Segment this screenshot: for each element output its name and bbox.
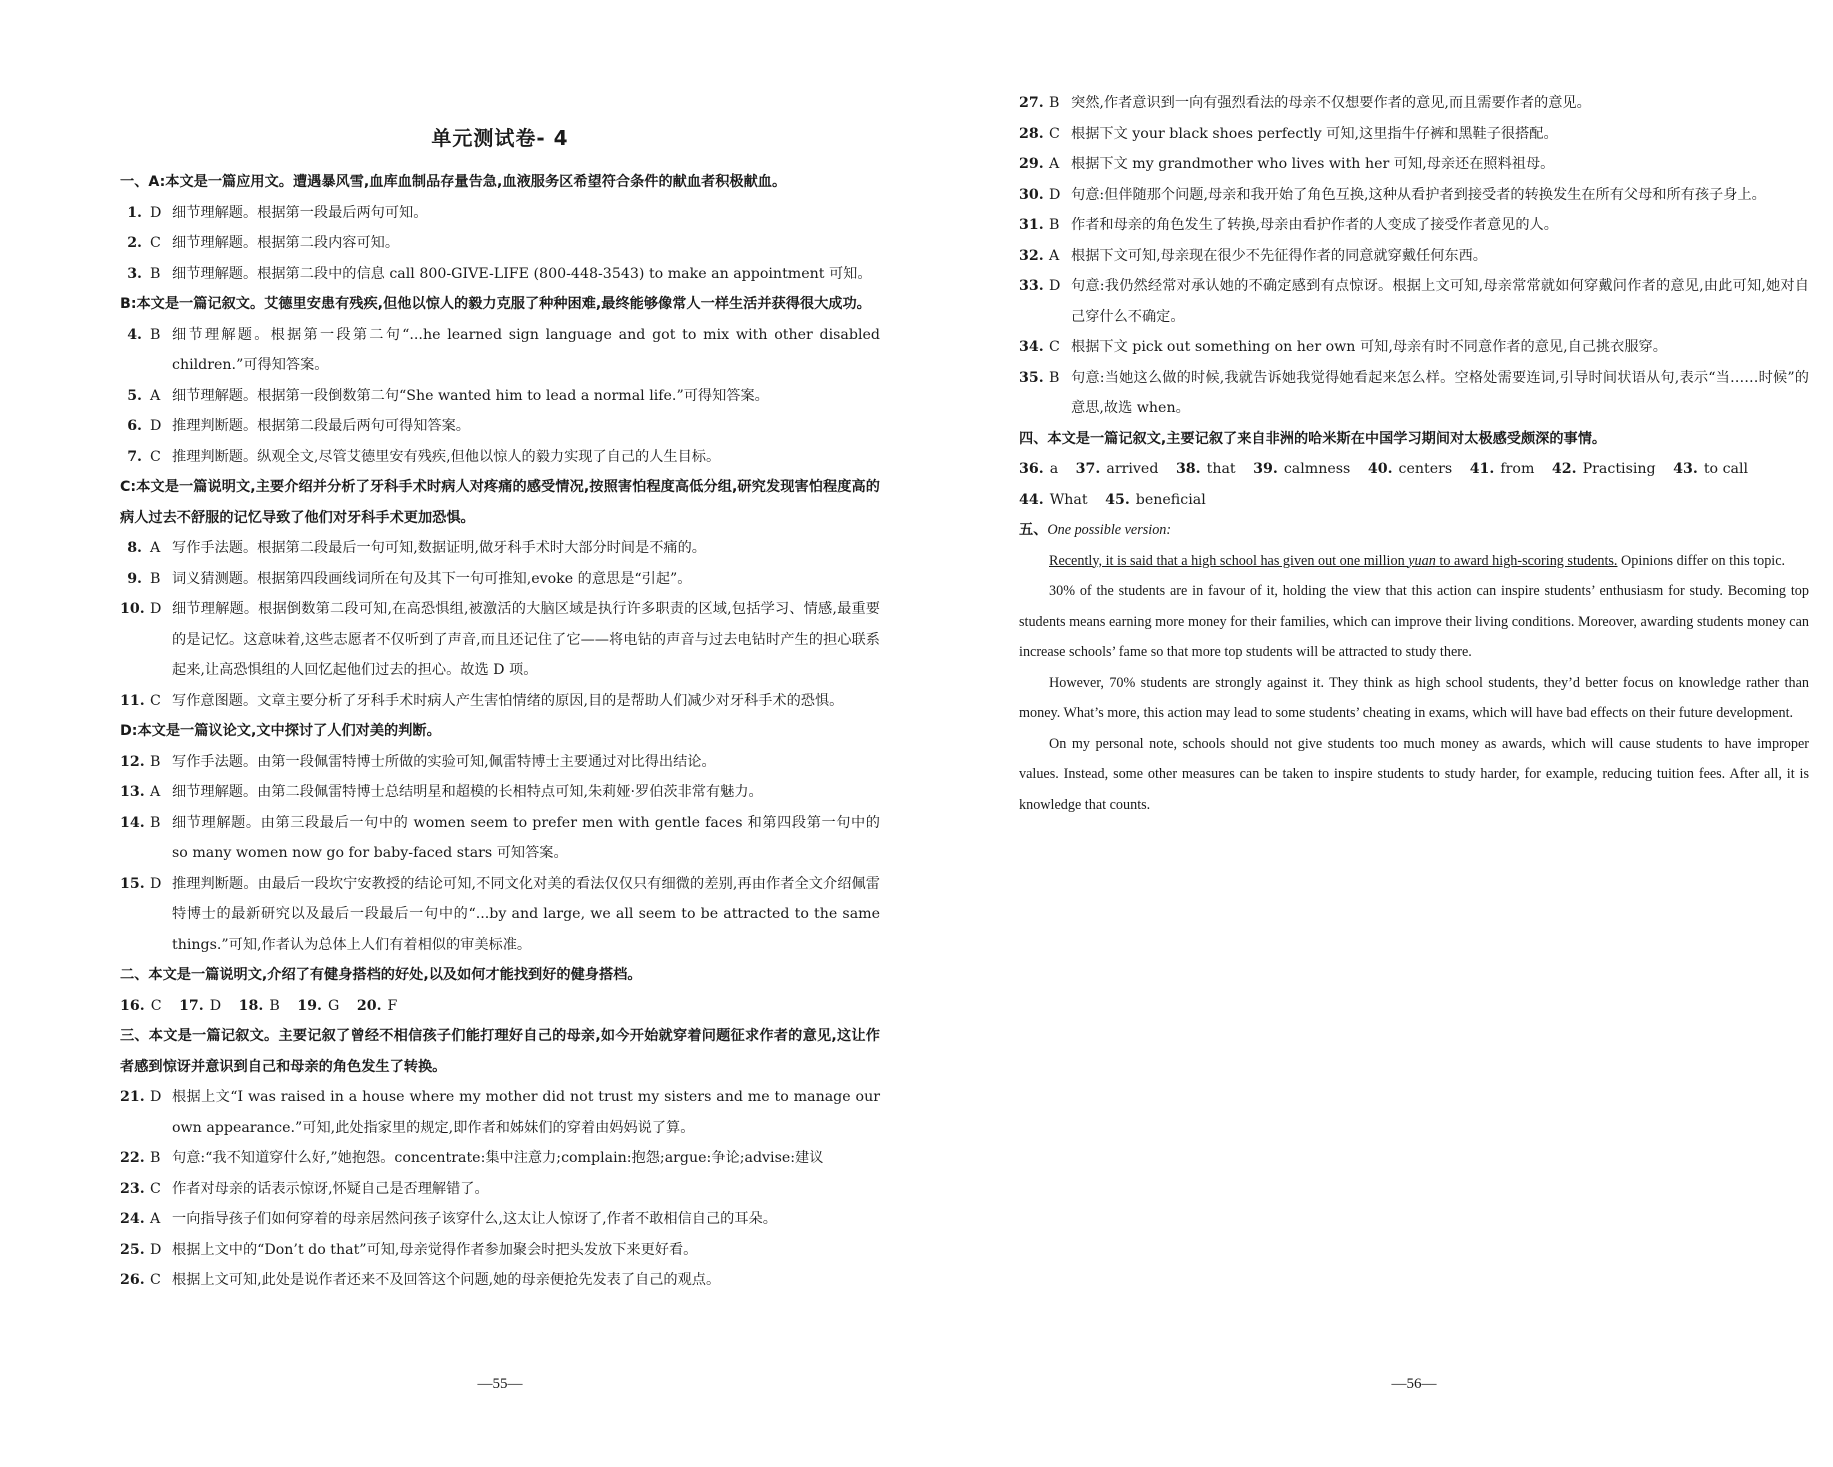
answer-item: [120, 1235, 880, 1266]
answer-value: to call: [1703, 461, 1749, 477]
answer-pair: [120, 998, 162, 1014]
answer-letter: B: [1049, 95, 1060, 111]
answer-value: F: [387, 997, 398, 1014]
question-number: 14.: [120, 814, 145, 831]
answer-value: What: [1049, 491, 1088, 508]
answer-value: Practising: [1582, 461, 1656, 477]
section-heading: C:本文是一篇说明文,主要介绍并分析了牙科手术时病人对疼痛的感受情况,按照害怕程度高低分组,研究发现害怕程度高的病人过去不舒服的记忆导致了他们对牙科手术更加恐惧。: [120, 479, 880, 526]
answer-letter: B: [150, 570, 161, 587]
right-column: [1019, 88, 1809, 820]
answer-pair: [1105, 492, 1206, 508]
essay-paragraph-1: Recently, it is said that a high school has given out one million yuan to award high-scoring students. Opinions differ on this topic.: [1049, 552, 1786, 569]
question-number: 11.: [120, 692, 145, 709]
answer-value: centers: [1398, 461, 1453, 477]
answer-letter: B: [150, 753, 161, 770]
question-number: 42.: [1551, 461, 1577, 477]
explanation-text: 推理判断题。根据第二段最后两句可得知答案。: [172, 418, 470, 434]
question-number: 18.: [238, 997, 264, 1014]
answer-letter: C: [150, 1272, 161, 1288]
right-page: [916, 0, 1833, 1467]
explanation-text: 写作手法题。根据第二段最后一句可知,数据证明,做牙科手术时大部分时间是不痛的。: [172, 540, 706, 556]
question-number: 5.: [127, 387, 142, 404]
answer-value: C: [150, 997, 162, 1014]
answer-value: D: [209, 997, 222, 1014]
question-number: 4.: [127, 326, 142, 343]
explanation-text: 句意:但伴随那个问题,母亲和我开始了角色互换,这种从看护者到接受者的转换发生在所有父母和所有孩子身上。: [1071, 186, 1766, 203]
explanation-text: 细节理解题。根据第一段倒数第二句“She wanted him to lead a normal life.”可得知答案。: [172, 387, 769, 404]
explanation-text: 作者对母亲的话表示惊讶,怀疑自己是否理解错了。: [172, 1180, 489, 1197]
explanation-text: 细节理解题。根据倒数第二段可知,在高恐惧组,被激活的大脑区域是执行许多职责的区域,包括学习、情感,最重要的是记忆。这意味着,这些志愿者不仅听到了声音,而且还记住了它——将电钻的声音与过去电钻时产生的担心联系起来,让高恐惧组的人回忆起他们过去的担心。故选 D 项。: [172, 601, 880, 678]
answer-value: that: [1206, 461, 1236, 477]
question-number: 17.: [179, 997, 204, 1014]
explanation-text: 写作意图题。文章主要分析了牙科手术时病人产生害怕情绪的原因,目的是帮助人们减少对牙科手术的恐惧。: [172, 692, 844, 709]
section-heading: B:本文是一篇记叙文。艾德里安患有残疾,但他以惊人的毅力克服了种种困难,最终能够像常人一样生活并获得很大成功。: [120, 296, 871, 312]
answer-item: [120, 777, 880, 808]
answer-pair: [1019, 461, 1058, 477]
question-number: 23.: [120, 1180, 145, 1197]
question-number: 27.: [1019, 95, 1044, 111]
question-number: 29.: [1019, 156, 1044, 172]
section-heading: 一、A:本文是一篇应用文。遭遇暴风雪,血库血制品存量告急,血液服务区希望符合条件的献血者积极献血。: [120, 174, 787, 190]
answer-letter: C: [150, 1180, 161, 1197]
question-number: 44.: [1019, 491, 1044, 508]
question-number: 8.: [127, 540, 142, 556]
explanation-text: 细节理解题。根据第一段最后两句可知。: [172, 204, 428, 221]
question-number: 38.: [1175, 461, 1201, 477]
explanation-text: 根据下文 pick out something on her own 可知,母亲有时不同意作者的意见,自己挑衣服穿。: [1071, 339, 1667, 355]
essay-paragraph-3: However, 70% students are strongly against it. They think as high school students, they’d better focus on knowledge rather than money. What’s more, this action may lead to some students’ cheating in exams, which will have bad effects on their future development.: [1019, 674, 1809, 721]
explanation-text: 根据下文可知,母亲现在很少不先征得作者的同意就穿戴任何东西。: [1071, 247, 1487, 264]
answer-item: [120, 228, 880, 259]
question-number: 36.: [1019, 461, 1044, 477]
question-number: 1.: [127, 204, 142, 221]
question-number: 35.: [1019, 369, 1044, 386]
explanation-text: 突然,作者意识到一向有强烈看法的母亲不仅想要作者的意见,而且需要作者的意见。: [1071, 95, 1591, 111]
answer-letter: D: [150, 1241, 162, 1258]
answer-pair: [1176, 461, 1236, 477]
answer-item: [120, 533, 880, 564]
question-number: 39.: [1253, 461, 1278, 477]
question-number: 19.: [297, 997, 322, 1014]
answer-item: [1019, 332, 1809, 363]
answer-item: [120, 747, 880, 778]
page-number-left: —55—: [477, 1376, 523, 1392]
question-number: 20.: [356, 997, 382, 1014]
left-blocks: [120, 167, 880, 1296]
question-number: 22.: [120, 1150, 145, 1166]
answer-letter: D: [150, 418, 162, 434]
question-number: 16.: [120, 997, 145, 1014]
answer-letter: D: [150, 601, 162, 617]
question-number: 40.: [1367, 461, 1393, 477]
answer-item: [120, 564, 880, 595]
right-blocks: [1019, 88, 1809, 515]
answer-item: [1019, 271, 1809, 332]
left-column: [120, 122, 880, 1296]
answer-letter: C: [150, 235, 161, 251]
answer-pair: [357, 998, 398, 1014]
answer-item: [1019, 119, 1809, 150]
explanation-text: 词义猜测题。根据第四段画线词所在句及其下一句可推知,evoke 的意思是“引起”。: [172, 570, 692, 587]
question-number: 2.: [127, 235, 142, 251]
section-heading: D:本文是一篇议论文,文中探讨了人们对美的判断。: [120, 723, 441, 739]
answer-letter: A: [1049, 247, 1060, 264]
answer-pair: [1019, 492, 1088, 508]
page-number-right: —56—: [1391, 1376, 1437, 1392]
question-number: 25.: [120, 1241, 145, 1258]
answer-letter: D: [1049, 278, 1061, 294]
page-title: 单元测试卷- 4: [431, 126, 569, 150]
answer-pair: [1253, 461, 1350, 477]
essay-heading: [1019, 515, 1809, 546]
question-number: 37.: [1075, 461, 1101, 477]
answer-item: [120, 808, 880, 869]
answer-item: [1019, 363, 1809, 424]
question-number: 28.: [1019, 125, 1044, 142]
answer-value: beneficial: [1135, 491, 1206, 508]
answer-letter: A: [150, 540, 161, 556]
essay-heading-number: 五、: [1019, 522, 1048, 538]
answer-letter: C: [150, 448, 161, 465]
explanation-text: 细节理解题。根据第二段中的信息 call 800-GIVE-LIFE (800-448-3543) to make an appointment 可知。: [172, 265, 872, 282]
answer-row: [120, 991, 880, 1022]
answer-item: [120, 320, 880, 381]
answer-letter: B: [150, 326, 161, 343]
explanation-text: 句意:我仍然经常对承认她的不确定感到有点惊讶。根据上文可知,母亲常常就如何穿戴问作者的意见,由此可知,她对自己穿什么不确定。: [1071, 278, 1809, 325]
explanation-text: 写作手法题。由第一段佩雷特博士所做的实验可知,佩雷特博士主要通过对比得出结论。: [172, 753, 716, 770]
question-number: 30.: [1019, 186, 1044, 203]
answer-letter: D: [150, 1089, 162, 1105]
answer-value: arrived: [1106, 461, 1159, 477]
answer-value: calmness: [1283, 461, 1351, 477]
question-number: 26.: [120, 1272, 145, 1288]
answer-letter: B: [1049, 369, 1060, 386]
answer-pair: [1076, 461, 1159, 477]
answer-letter: B: [150, 1150, 161, 1166]
question-number: 12.: [120, 753, 145, 770]
answer-item: [120, 1204, 880, 1235]
section-heading: 二、本文是一篇说明文,介绍了有健身搭档的好处,以及如何才能找到好的健身搭档。: [120, 967, 642, 983]
answer-item: [1019, 241, 1809, 272]
answer-letter: D: [150, 875, 162, 892]
answer-item: [120, 1265, 880, 1296]
answer-letter: C: [150, 692, 161, 709]
question-number: 15.: [120, 875, 145, 892]
answer-item: [120, 381, 880, 412]
answer-item: [120, 686, 880, 717]
question-number: 21.: [120, 1089, 145, 1105]
explanation-text: 根据上文中的“Don’t do that”可知,母亲觉得作者参加聚会时把头发放下来更好看。: [172, 1241, 698, 1258]
answer-item: [120, 259, 880, 290]
answer-item: [120, 594, 880, 686]
answer-pair: [297, 998, 339, 1014]
question-number: 41.: [1469, 461, 1495, 477]
essay-heading-label: One possible version:: [1047, 522, 1172, 538]
answer-letter: D: [1049, 186, 1061, 203]
question-number: 24.: [120, 1211, 145, 1227]
answer-item: [120, 411, 880, 442]
answer-item: [1019, 180, 1809, 211]
answer-item: [1019, 210, 1809, 241]
answer-value: G: [327, 997, 340, 1014]
essay-paragraph-4: On my personal note, schools should not give students too much money as awards, which will cause students to have improper values. Instead, some other measures can be taken to inspire students to study harder, for example, reducing tuition fees. After all, it is knowledge that counts.: [1019, 735, 1809, 813]
answer-item: [120, 1174, 880, 1205]
answer-item: [120, 1143, 880, 1174]
explanation-text: 句意:当她这么做的时候,我就告诉她我觉得她看起来怎么样。空格处需要连词,引导时间状语从句,表示“当……时候”的意思,故选 when。: [1071, 369, 1809, 416]
explanation-text: 细节理解题。由第二段佩雷特博士总结明星和超模的长相特点可知,朱莉娅·罗伯茨非常有魅力。: [172, 784, 763, 800]
answer-letter: A: [1049, 156, 1060, 172]
question-number: 13.: [120, 784, 145, 800]
question-number: 31.: [1019, 217, 1044, 233]
explanation-text: 推理判断题。纵观全文,尽管艾德里安有残疾,但他以惊人的毅力实现了自己的人生目标。: [172, 448, 721, 465]
answer-letter: B: [150, 265, 161, 282]
question-number: 34.: [1019, 339, 1044, 355]
answer-value: a: [1049, 461, 1059, 477]
left-page: [0, 0, 916, 1467]
explanation-text: 根据上文可知,此处是说作者还来不及回答这个问题,她的母亲便抢先发表了自己的观点。: [172, 1272, 721, 1288]
answer-item: [120, 869, 880, 961]
answer-pair: [179, 998, 221, 1014]
answer-letter: C: [1049, 339, 1060, 355]
answer-item: [120, 198, 880, 229]
answer-letter: B: [150, 814, 161, 831]
section-heading: 四、本文是一篇记叙文,主要记叙了来自非洲的哈米斯在中国学习期间对太极感受颇深的事情。: [1019, 430, 1607, 447]
explanation-text: 细节理解题。根据第二段内容可知。: [172, 235, 400, 251]
explanation-text: 一向指导孩子们如何穿着的母亲居然问孩子该穿什么,这太让人惊讶了,作者不敢相信自己的耳朵。: [172, 1211, 777, 1227]
answer-item: [1019, 149, 1809, 180]
explanation-text: 细节理解题。由第三段最后一句中的 women seem to prefer men with gentle faces 和第四段第一句中的 so many women now go for baby-faced stars 可知答案。: [172, 814, 880, 861]
explanation-text: 句意:“我不知道穿什么好,”她抱怨。concentrate:集中注意力;complain:抱怨;argue:争论;advise:建议: [172, 1150, 824, 1166]
explanation-text: 细节理解题。根据第一段第二句“...he learned sign language and got to mix with other disabled children.”可得知答案。: [172, 326, 880, 373]
answer-pair: [1552, 461, 1656, 477]
question-number: 10.: [120, 601, 145, 617]
essay-section: [1019, 515, 1809, 820]
question-number: 32.: [1019, 247, 1044, 264]
essay-underlined-sentence: Recently, it is said that a high school has given out one million yuan to award high-scoring students.: [1049, 552, 1618, 569]
question-number: 33.: [1019, 278, 1044, 294]
answer-letter: B: [1049, 217, 1060, 233]
question-number: 9.: [127, 570, 142, 587]
answer-letter: A: [150, 387, 161, 404]
explanation-text: 根据下文 your black shoes perfectly 可知,这里指牛仔裤和黑鞋子很搭配。: [1071, 125, 1558, 142]
question-number: 7.: [127, 448, 142, 465]
answer-pair: [239, 998, 280, 1014]
explanation-text: 推理判断题。由最后一段坎宁安教授的结论可知,不同文化对美的看法仅仅只有细微的差别,再由作者全文介绍佩雷特博士的最新研究以及最后一段最后一句中的“...by and large, we all seem to be attracted to the same things.”可知,作者认为总体上人们有着相似的审美标准。: [172, 875, 880, 953]
explanation-text: 根据下文 my grandmother who lives with her 可知,母亲还在照料祖母。: [1071, 156, 1555, 172]
answer-pair: [1673, 461, 1748, 477]
answer-letter: A: [150, 784, 161, 800]
answer-letter: A: [150, 1211, 161, 1227]
answer-value: from: [1500, 461, 1535, 477]
explanation-text: 作者和母亲的角色发生了转换,母亲由看护作者的人变成了接受作者意见的人。: [1071, 217, 1558, 233]
question-number: 45.: [1105, 491, 1130, 508]
question-number: 43.: [1673, 461, 1698, 477]
answer-letter: D: [150, 204, 162, 221]
answer-letter: C: [1049, 125, 1060, 142]
essay-paragraph-2: 30% of the students are in favour of it, holding the view that this action can inspire students’ enthusiasm for study. Becoming top students means earning more money for their families, which can improve their living conditions. Moreover, awarding students money can increase schools’ fame so that more top students will be attracted to study there.: [1019, 583, 1809, 660]
question-number: 6.: [127, 418, 142, 434]
question-number: 3.: [127, 265, 142, 282]
answer-item: [120, 1082, 880, 1143]
answer-value: B: [269, 997, 280, 1014]
answer-row: [1019, 454, 1809, 515]
answer-pair: [1470, 461, 1535, 477]
explanation-text: 根据上文“I was raised in a house where my mother did not trust my sisters and me to manage our own appearance.”可知,此处指家里的规定,即作者和姊妹们的穿着由妈妈说了算。: [172, 1089, 880, 1136]
section-heading: 三、本文是一篇记叙文。主要记叙了曾经不相信孩子们能打理好自己的母亲,如今开始就穿着问题征求作者的意见,这让作者感到惊讶并意识到自己和母亲的角色发生了转换。: [120, 1028, 880, 1075]
answer-item: [1019, 88, 1809, 119]
answer-item: [120, 442, 880, 473]
answer-pair: [1368, 461, 1452, 477]
